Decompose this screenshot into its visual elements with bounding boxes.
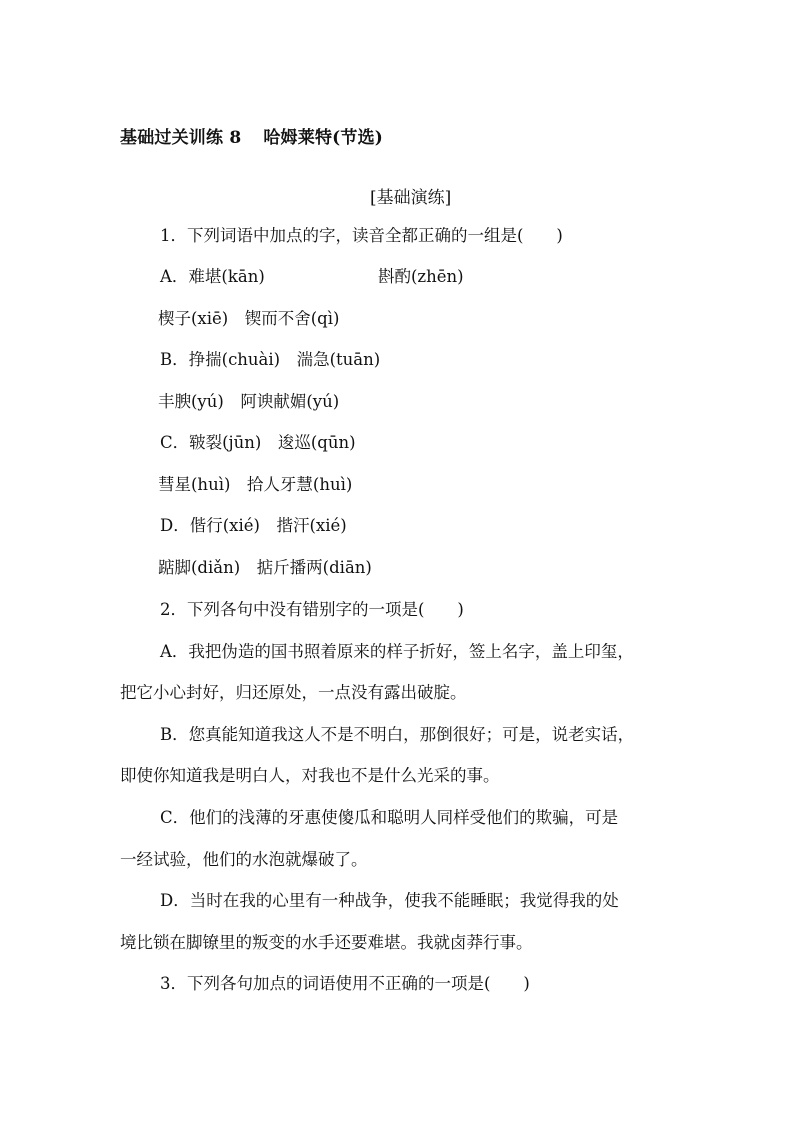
q1-a2: 斟酌(zhēn) bbox=[378, 267, 464, 286]
q2-option-b-line2: 即使你知道我是明白人，对我也不是什么光采的事。 bbox=[120, 766, 500, 785]
q2-option-d-line2: 境比锁在脚镣里的叛变的水手还要难堪。我就卤莽行事。 bbox=[120, 933, 533, 952]
q2-option-a-line2: 把它小心封好，归还原处，一点没有露出破腚。 bbox=[120, 683, 467, 702]
q1-option-b-line2: 丰腴(yú) 阿谀献媚(yú) bbox=[158, 392, 340, 411]
q1-option-c-line1: C．皲裂(jūn) 逡巡(qūn) bbox=[160, 433, 356, 452]
title-sub: 哈姆莱特(节选) bbox=[263, 128, 384, 148]
exercise-title bbox=[120, 123, 383, 148]
title-main: 基础过关训练 8 bbox=[120, 128, 242, 148]
q1-stem: 1．下列词语中加点的字，读音全都正确的一组是( ) bbox=[160, 226, 563, 245]
q1-option-b-line1: B．挣揣(chuài) 湍急(tuān) bbox=[160, 350, 381, 369]
q2-option-a-line1: A．我把伪造的国书照着原来的样子折好，签上名字，盖上印玺， bbox=[160, 642, 634, 661]
section-heading: [基础演练] bbox=[370, 188, 452, 208]
q2-option-b-line1: B．您真能知道我这人不是不明白，那倒很好；可是，说老实话， bbox=[160, 725, 635, 744]
q1-option-c-line2: 彗星(huì) 拾人牙慧(huì) bbox=[158, 475, 353, 494]
q2-option-d-line1: D．当时在我的心里有一种战争，使我不能睡眠；我觉得我的处 bbox=[160, 891, 619, 910]
q1-option-a-line2: 楔子(xiē) 锲而不舍(qì) bbox=[158, 309, 340, 328]
q1-a1: A．难堪(kān) bbox=[160, 267, 265, 286]
q3-stem: 3．下列各句加点的词语使用不正确的一项是( ) bbox=[160, 974, 530, 993]
q2-option-c-line1: C．他们的浅薄的牙惠使傻瓜和聪明人同样受他们的欺骗，可是 bbox=[160, 808, 619, 827]
q2-stem: 2．下列各句中没有错别字的一项是( ) bbox=[160, 600, 464, 619]
q1-option-a-line1 bbox=[160, 265, 265, 289]
q2-option-c-line2: 一经试验，他们的水泡就爆破了。 bbox=[120, 850, 368, 869]
q1-option-d-line1: D．偕行(xié) 揩汗(xié) bbox=[160, 516, 347, 535]
q1-option-d-line2: 踮脚(diǎn) 掂斤播两(diān) bbox=[158, 558, 372, 577]
